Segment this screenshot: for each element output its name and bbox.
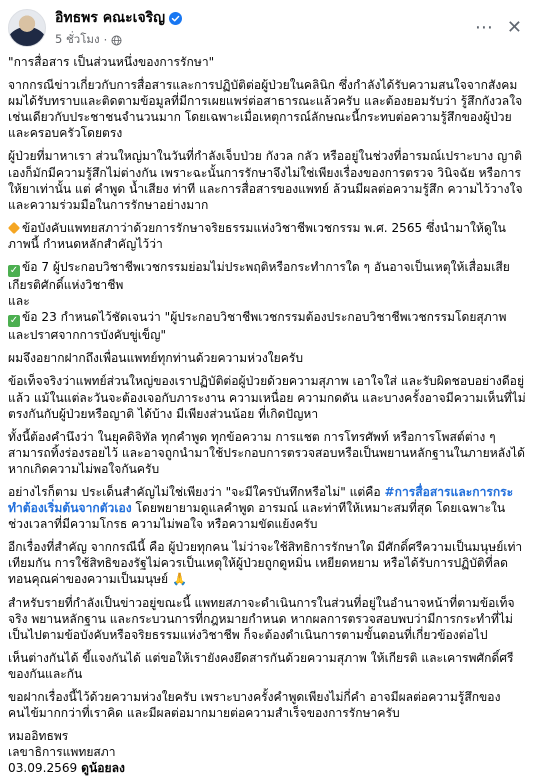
header-actions bbox=[475, 19, 526, 37]
post-body bbox=[8, 54, 526, 776]
post-header bbox=[8, 8, 526, 48]
paragraph-8 bbox=[8, 484, 526, 532]
paragraph-3 bbox=[8, 220, 526, 252]
paragraph-2: ผู้ป่วยที่มาหาเรา ส่วนใหญ่มาในวันที่กำลังเจ็บป่วย กังวล กลัว หรืออยู่ในช่วงที่อารมณ์เปราะบาง ญาติเองก็มักมีความรู้สึกไม่ต่างกัน เพราะฉะนั้นการรักษาจึงไม่ใช่เพียงเรื่องของการตรวจ วินิจฉัย หรือการให้ยาเท่านั้น แต่ คำพูด น้ำเสียง ท่าที และการสื่อสารของแพทย์ ล้วนมีผลต่อความรู้สึก ความไว้วางใจ และความร่วมมือในการรักษาอย่างมาก bbox=[8, 149, 523, 212]
author-avatar[interactable] bbox=[8, 9, 46, 47]
author-meta bbox=[55, 7, 475, 49]
paragraph-1: จากกรณีข่าวเกี่ยวกับการสื่อสารและการปฏิบัติต่อผู้ป่วยในคลินิก ซึ่งกำลังได้รับความสนใจจากสังคม ผมได้รับทราบและติดตามข้อมูลที่มีการเผยแพร่ต่อสาธารณะแล้วครับ และต้องยอมรับว่า รู้สึกกังวลใจเช่นเดียวกับประชาชนจำนวนมาก โดยเฉพาะเมื่อเหตุการณ์ลักษณะนี้กระทบต่อความรู้สึกของผู้ป่วยและครอบครัวโดยตรง bbox=[8, 78, 523, 141]
signature-role: เลขาธิการแพทยสภา bbox=[8, 745, 116, 760]
post-time[interactable]: 5 ชั่วโมง bbox=[55, 32, 100, 46]
more-dots-icon[interactable]: ⋯ bbox=[474, 17, 493, 38]
orange-diamond-icon bbox=[8, 222, 20, 234]
paragraph-6: ข้อเท็จจริงว่าแพทย์ส่วนใหญ่ของเราปฏิบัติต่อผู้ป่วยด้วยความสุภาพ เอาใจใส่ และรับผิดชอบอย่างดีอยู่แล้ว แม้ในแต่ละวันจะต้องเจอกับภาระงาน ความเหนื่อย ความกดดัน และบางครั้งอาจมีความเห็นที่ไม่ตรงกันกับผู้ป่วยหรือญาติ ได้บ้าง มีเพียงส่วนน้อย ที่เกิดปัญหา bbox=[8, 374, 526, 421]
check-mark-icon: ✓ bbox=[9, 265, 19, 277]
paragraph-4c bbox=[8, 309, 526, 343]
see-less-link[interactable]: ดูน้อยลง bbox=[81, 761, 125, 776]
hashtag-link[interactable]: #การสื่อสารและการกระทำต้องเริ่มต้นจากตัวเอง bbox=[8, 484, 514, 516]
close-icon[interactable]: ✕ bbox=[506, 17, 522, 38]
paragraph-11: เห็นต่างกันได้ ขี้แจงกันได้ แต่ขอให้เรายังคงยึดสารกันด้วยความสุภาพ ให้เกียรติ และเคารพศักดิ์ศรีของกันและกัน bbox=[8, 650, 514, 681]
paragraph-8a: อย่างไรก็ตาม ประเด็นสำคัญไม่ใช่เพียงว่า "จะมีใครบันทึกหรือไม่" แต่คือ bbox=[8, 484, 385, 499]
globe-icon bbox=[111, 35, 122, 46]
signature-date-row bbox=[8, 760, 526, 776]
clause-23-text: ข้อ 23 กำหนดไว้ชัดเจนว่า "ผู้ประกอบวิชาชีพเวชกรรมต้องประกอบวิชาชีพเวชกรรมโดยสุภาพและปราศจากการบังคับขู่เข็ญ" bbox=[8, 310, 507, 343]
verified-badge-icon bbox=[169, 12, 182, 25]
paragraph-4b: และ bbox=[8, 294, 30, 309]
clause-7-text: ข้อ 7 ผู้ประกอบวิชาชีพเวชกรรมย่อมไม่ประพฤติหรือกระทำการใด ๆ อันอาจเป็นเหตุให้เสื่อมเสียเกียรติศักดิ์แห่งวิชาชีพ bbox=[8, 260, 510, 293]
check-mark-icon: ✓ bbox=[9, 315, 19, 327]
paragraph-9: อีกเรื่องที่สำคัญ จากกรณีนี้ คือ ผู้ป่วยทุกคน ไม่ว่าจะใช้สิทธิการรักษาใด มีศักดิ์ศรีความเป็นมนุษย์เท่าเทียมกัน การใช้สิทธิของรัฐไม่ควรเป็นเหตุให้ผู้ป่วยถูกดูหมิ่น เหยียดหยาม หรือได้รับการปฏิบัติที่ลดทอนคุณค่าของความเป็นมนุษย์ 🙏 bbox=[8, 540, 523, 587]
paragraph-5: ผมจึงอยากฝากถึงเพื่อนแพทย์ทุกท่านด้วยความห่วงใยครับ bbox=[8, 351, 304, 366]
paragraph-10: สำหรับรายที่กำลังเป็นข่าวอยู่ขณะนี้ แพทยสภาจะดำเนินการในส่วนที่อยู่ในอำนาจหน้าที่ตามข้อเท็จจริง พยานหลักฐาน และกระบวนการที่กฎหมายกำหนด หากผลการตรวจสอบพบว่ามีการกระทำที่ไม่เป็นไปตามข้อบังคับหรือจริยธรรมแห่งวิชาชีพ ก็จะต้องดำเนินการตามขั้นตอนที่เกี่ยวข้องต่อไป bbox=[8, 595, 515, 642]
paragraph-12: ขอฝากเรื่องนี้ไว้ด้วยความห่วงใยครับ เพราะบางครั้งคำพูดเพียงไม่กี่คำ อาจมีผลต่อความรู้สึกของคนไข้มากกว่าที่เราคิด และมีผลต่อมากมายต่อความสำเร็จของการรักษาครับ bbox=[8, 690, 501, 721]
paragraph-3-text: ข้อบังคับแพทยสภาว่าด้วยการรักษาจริยธรรมแห่งวิชาชีพเวชกรรม พ.ศ. 2565 ซึ่งนำมาให้ดูในภาพนี้ กำหนดหลักสำคัญไว้ว่า bbox=[8, 220, 506, 251]
post-subtitle bbox=[55, 31, 475, 49]
paragraph-7: ทั้งนี้ต้องคำนึงว่า ในยุคดิจิทัล ทุกคำพูด ทุกข้อความ การแชต การโทรศัพท์ หรือการโพสต์ต่าง ๆ สามารถทิ้งร่องรอยไว้ และอาจถูกนำมาใช้ประกอบการตรวจสอบหรือเป็นพยานหลักฐานในภายหลังได้ หากเกิดความไม่พอใจกันครับ bbox=[8, 429, 525, 476]
author-name[interactable]: อิทธพร คณะเจริญ bbox=[55, 10, 166, 26]
signature-date: 03.09.2569 bbox=[8, 761, 78, 776]
signature-name: หมออิทธพร bbox=[8, 729, 69, 744]
author-name-row bbox=[55, 7, 475, 29]
paragraph-8b: โดยพยายามดูแลคำพูด อารมณ์ และท่าทีให้เหมาะสมที่สุด โดยเฉพาะในช่วงเวลาที่มีความโกรธ ความไม่พอใจ หรือความขัดแย้งครับ bbox=[8, 501, 506, 532]
time-separator: · bbox=[103, 33, 108, 47]
paragraph-4a bbox=[8, 259, 526, 293]
post-title: "การสื่อสาร เป็นส่วนหนึ่งของการรักษา" bbox=[8, 55, 215, 69]
